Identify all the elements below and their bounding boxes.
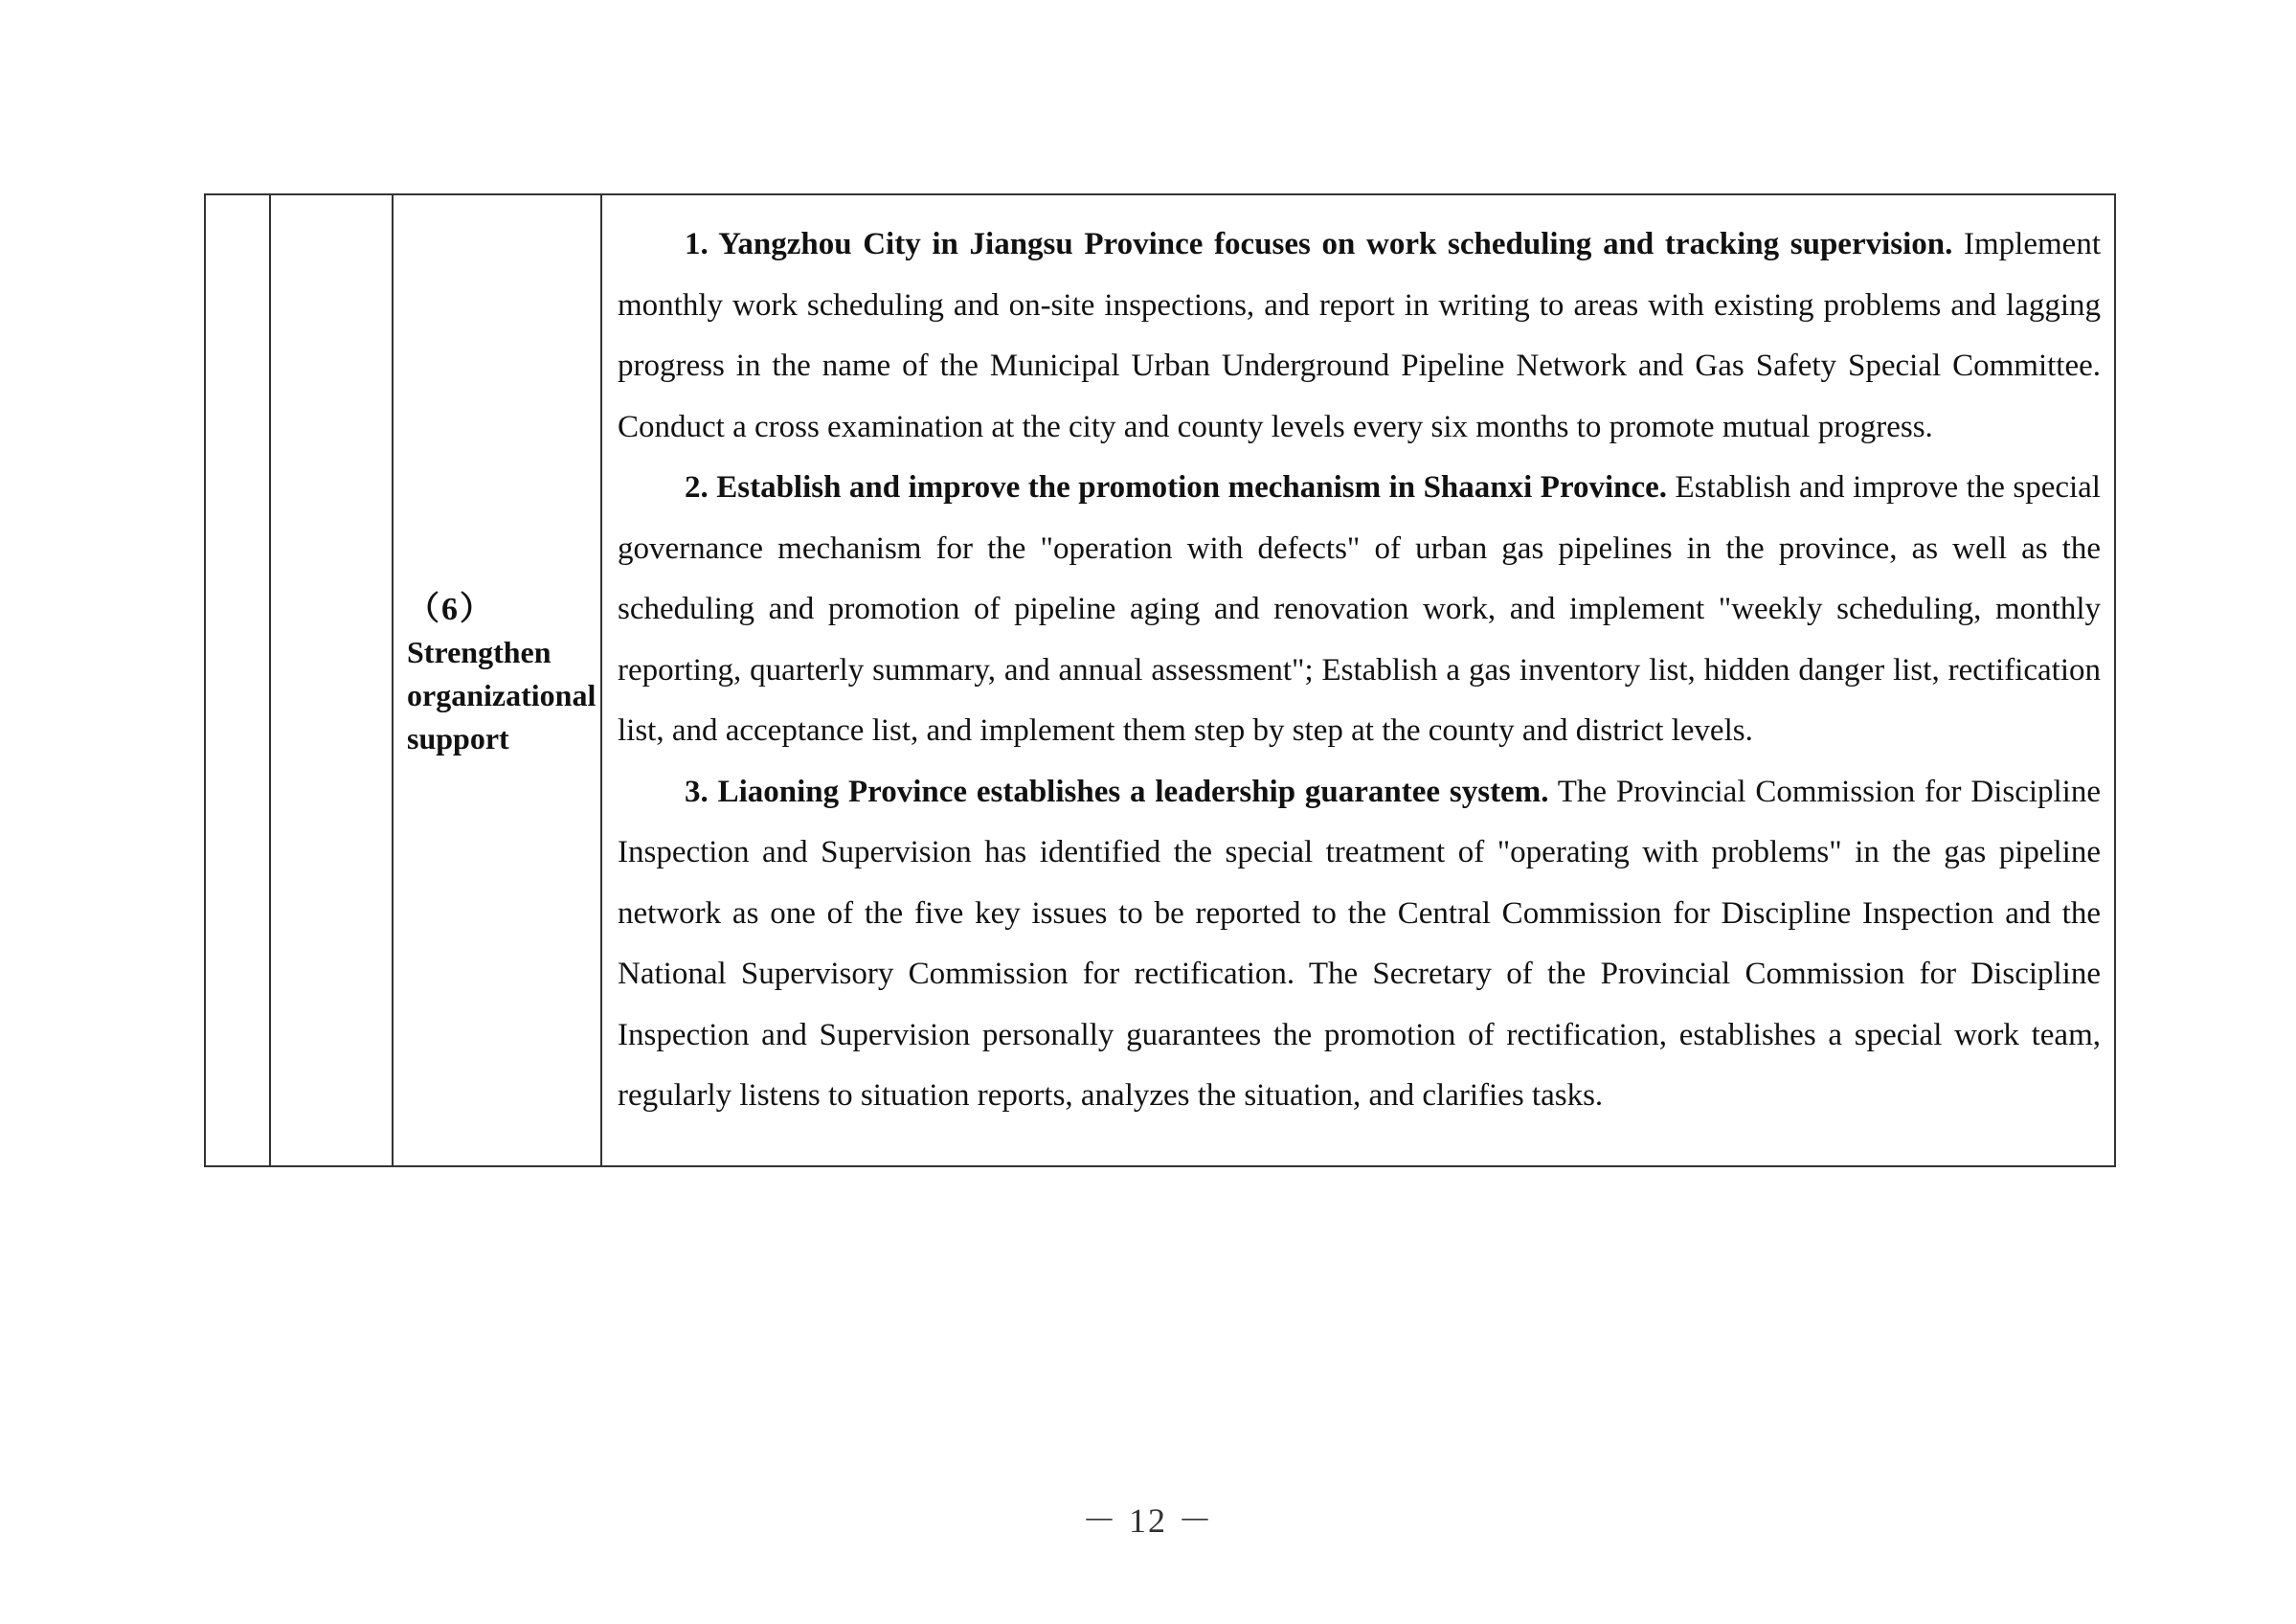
case-body-2: Establish and improve the special governance mechanism for the "operation with defects" of urban gas pipelines in the province, as well as the scheduling and promotion of pipeline aging and renovation work, and implement "weekly scheduling, monthly reporting, quarterly summary, and annual assessment"; Establish a gas inventory list, hidden danger list, rectification list, and acceptance list, and implement them step by step at the county and district levels.: [618, 470, 2101, 748]
measures-table: [204, 193, 2116, 1167]
table-cell-index: [206, 195, 271, 1165]
case-body-3: The Provincial Commission for Discipline Inspection and Supervision has identified the special treatment of "operating with problems" in the gas pipeline network as one of the five key issues to be reported to the Central Commission for Discipline Inspection and the National Supervisory Commission for rectification. The Secretary of the Provincial Commission for Discipline Inspection and Supervision personally guarantees the promotion of rectification, establishes a special work team, regularly listens to situation reports, analyzes the situation, and clarifies tasks.: [618, 774, 2101, 1113]
case-lead-1: 1. Yangzhou City in Jiangsu Province focuses on work scheduling and tracking supervision.: [685, 227, 1953, 261]
section-title: Strengthen organizational support: [407, 634, 597, 756]
case-paragraph-3: [618, 762, 2101, 1127]
case-lead-3: 3. Liaoning Province establishes a leadership guarantee system.: [685, 774, 1549, 809]
table-cell-section: [394, 195, 602, 1165]
section-heading: [407, 588, 596, 760]
table-cell-category: [271, 195, 394, 1165]
table-cell-content: [602, 195, 2114, 1165]
case-lead-2: 2. Establish and improve the promotion mechanism in Shaanxi Province.: [685, 470, 1668, 505]
section-number: （6）: [407, 591, 494, 627]
case-paragraph-1: [618, 214, 2101, 458]
case-body-1: Implement monthly work scheduling and on-site inspections, and report in writing to areas with existing problems and lagging progress in the name of the Municipal Urban Underground Pipeline Network and Gas Safety Special Committee. Conduct a cross examination at the city and county levels every six months to promote mutual progress.: [618, 227, 2101, 444]
case-paragraph-2: [618, 458, 2101, 762]
page-number: － 12 －: [1081, 1501, 1214, 1540]
